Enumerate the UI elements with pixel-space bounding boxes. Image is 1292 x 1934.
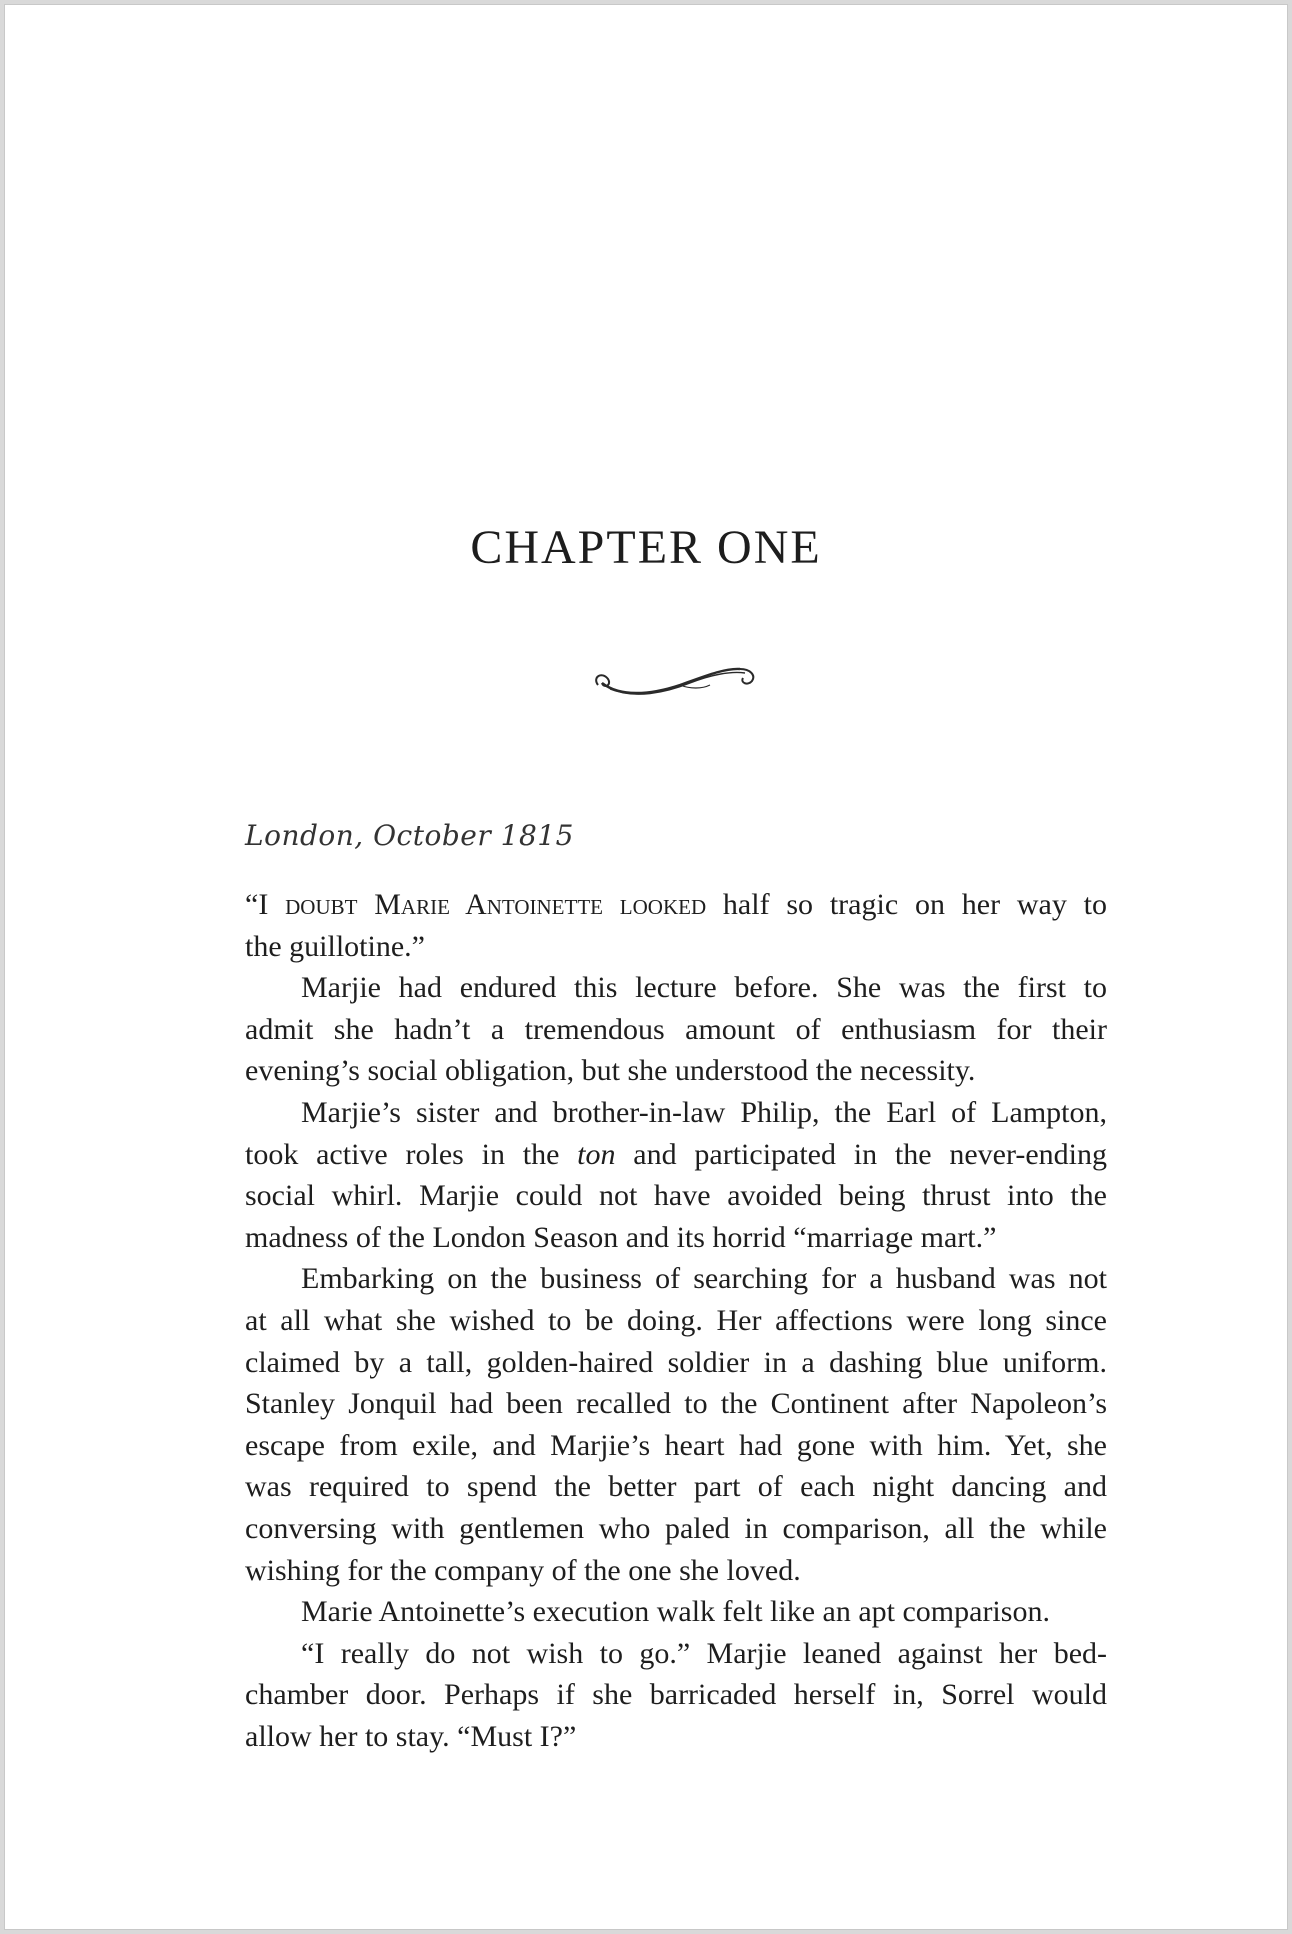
text-line [245, 1134, 1107, 1176]
text-line: was required to spend the better part of each night dancing and [245, 1470, 1107, 1504]
text-line: the guillotine.” [245, 929, 425, 963]
italic-word: ton [577, 1137, 616, 1171]
text-line: madness of the London Season and its horrid “marriage mart.” [245, 1220, 997, 1254]
text-line: Marjie had endured this lecture before. She was the first to [301, 971, 1107, 1005]
text-line: claimed by a tall, golden-haired soldier in a dashing blue uniform. [245, 1345, 1107, 1379]
text-line: escape from exile, and Marjie’s heart had gone with him. Yet, she [245, 1428, 1107, 1462]
small-caps-lead: “I doubt Marie Antoinette looked [245, 888, 707, 921]
text-line: admit she hadn’t a tremendous amount of enthusiasm for their [245, 1012, 1107, 1046]
text-line: wishing for the company of the one she loved. [245, 1553, 801, 1587]
text-line: chamber door. Perhaps if she barricaded herself in, Sorrel would [245, 1678, 1107, 1712]
paragraph [245, 1633, 1107, 1758]
text-line: at all what she wished to be doing. Her affections were long since [245, 1303, 1107, 1337]
text-line: social whirl. Marjie could not have avoided being thrust into the [245, 1179, 1107, 1213]
text-run: took active roles in the [245, 1137, 578, 1171]
text-line: allow her to stay. “Must I?” [245, 1719, 577, 1753]
text-line: Embarking on the business of searching for a husband was not [301, 1262, 1107, 1296]
text-line [245, 884, 1107, 926]
paragraph [245, 1092, 1107, 1258]
chapter-body [245, 884, 1107, 1757]
text-run: and participated in the never-ending [615, 1137, 1107, 1171]
paragraph [245, 967, 1107, 1092]
text-line: evening’s social obligation, but she understood the necessity. [245, 1054, 976, 1088]
dateline: London, October 1815 [245, 819, 574, 852]
flourish-ornament-icon [590, 659, 760, 701]
text-run: half so tragic on her way to [706, 888, 1107, 921]
chapter-title: CHAPTER ONE [470, 521, 822, 574]
book-page [4, 4, 1288, 1930]
paragraph [245, 1591, 1107, 1633]
text-line: conversing with gentlemen who paled in comparison, all the while [245, 1511, 1107, 1545]
text-line: Marie Antoinette’s execution walk felt like an apt comparison. [301, 1595, 1050, 1629]
paragraph [245, 1258, 1107, 1591]
text-line: Marjie’s sister and brother-in-law Philip, the Earl of Lampton, [301, 1095, 1107, 1129]
text-line: Stanley Jonquil had been recalled to the Continent after Napoleon’s [245, 1387, 1107, 1421]
paragraph [245, 884, 1107, 967]
text-line: “I really do not wish to go.” Marjie leaned against her bed- [301, 1636, 1107, 1670]
